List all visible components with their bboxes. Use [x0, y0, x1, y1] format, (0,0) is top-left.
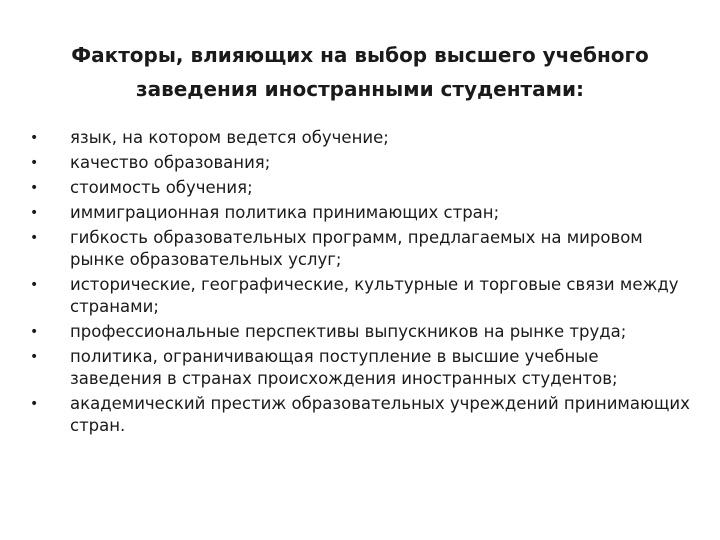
list-item-text: политика, ограничивающая поступление в высшие учебные заведения в странах происхождения иностранных студентов; [70, 347, 618, 388]
bullet-list [30, 127, 690, 440]
list-item-text: язык, на котором ведется обучение; [70, 128, 389, 147]
list-item-text: иммиграционная политика принимающих стран; [70, 203, 500, 222]
bullet-icon: • [30, 324, 39, 340]
list-item [30, 346, 690, 390]
slide-title [40, 38, 680, 106]
list-item [30, 127, 690, 149]
list-item [30, 393, 690, 437]
bullet-icon: • [30, 396, 39, 412]
list-item [30, 152, 690, 174]
list-item [30, 274, 690, 318]
bullet-icon: • [30, 130, 39, 146]
list-item-text: профессиональные перспективы выпускников на рынке труда; [70, 322, 627, 341]
list-item-text: академический престиж образовательных учреждений принимающих стран. [70, 394, 690, 435]
list-item-text: исторические, географические, культурные и торговые связи между странами; [70, 275, 679, 316]
slide-title-line-1: Факторы, влияющих на выбор высшего учебного [71, 43, 649, 67]
list-item-text: гибкость образовательных программ, предлагаемых на мировом рынке образовательных услуг; [70, 228, 643, 269]
list-item [30, 321, 690, 343]
list-item-text: качество образования; [70, 153, 271, 172]
bullet-icon: • [30, 155, 39, 171]
bullet-icon: • [30, 180, 39, 196]
bullet-icon: • [30, 205, 39, 221]
slide-title-line-2: заведения иностранными студентами: [135, 77, 585, 101]
bullet-icon: • [30, 230, 39, 246]
list-item [30, 202, 690, 224]
bullet-icon: • [30, 277, 39, 293]
list-item [30, 177, 690, 199]
list-item [30, 227, 690, 271]
bullet-icon: • [30, 349, 39, 365]
list-item-text: стоимость обучения; [70, 178, 253, 197]
